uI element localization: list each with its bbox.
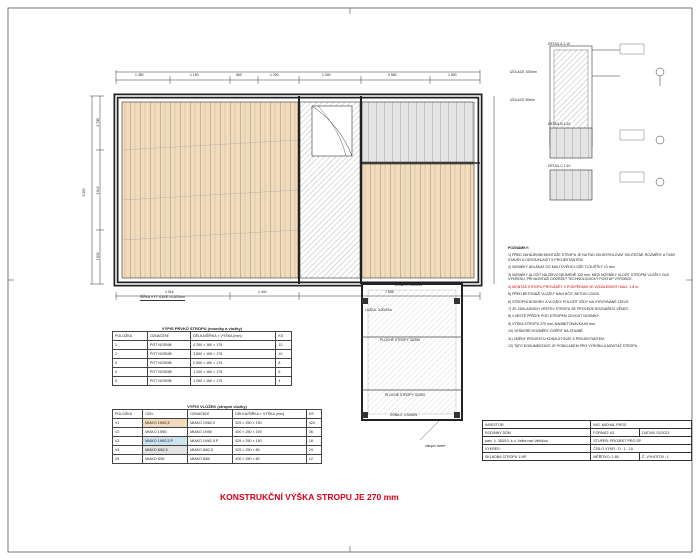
number: ČÍSLO VÝKR.: D - 1 - 10 — [591, 445, 692, 453]
cell: 8 — [276, 359, 292, 368]
title-block — [482, 420, 692, 461]
cell: 525 × 250 × 80 — [233, 446, 306, 455]
cell: 1 — [113, 341, 148, 350]
cell: MIAKO 19/62,5 P — [188, 437, 233, 446]
note-item: 2) NOSNÍKY UKLÁDAT DO MALTOVÉHO LOŽE TLOUŠŤKY 10 mm. — [508, 265, 616, 270]
cell: 2 — [113, 350, 148, 359]
label-beam-a: PLOCHÉ STROPY 32/250 — [380, 338, 421, 342]
table-row — [113, 377, 292, 386]
table-row — [113, 419, 322, 428]
th: KS — [306, 410, 321, 419]
format: FORMÁT: A3 — [591, 429, 640, 437]
cell: V2 — [113, 428, 143, 437]
table-row — [113, 428, 322, 437]
note-item: 8) V MÍSTĚ PŘÍČEK POD STROPEM ZDVOJIT NOSNÍKY. — [508, 314, 600, 319]
note-item: 10) VEŠKERÉ ROZMĚRY OVĚŘIT NA STAVBĚ. — [508, 329, 584, 334]
note-item: 7) ZE ZÁKLADNÍCH VRSTEV STROPU SE PROVEDE ROZNÁŠECÍ VĚNEC. — [508, 306, 630, 311]
dim-top-6: 3 560 — [388, 73, 397, 77]
cell: 10 — [276, 350, 292, 359]
drawing-title: KONSTRUKČNÍ VÝŠKA STROPU JE 270 mm — [220, 492, 399, 502]
cell: 525 × 250 × 190 — [233, 419, 306, 428]
label-wall-width: ŠÍŘKA VÝT. ÚZKÉ 14,5/25cm — [140, 295, 185, 299]
project: RODINNÝ DŮM — [483, 429, 591, 437]
dim-left-2: 3 610 — [95, 186, 100, 195]
cell: POT NOSNÍK — [147, 368, 190, 377]
cell: 2 500 × 160 × 175 — [191, 359, 276, 368]
dim-top-2: 1 190 — [190, 73, 199, 77]
dim-top-7: 1 500 — [448, 73, 457, 77]
cell: V3 — [113, 437, 143, 446]
cell: MIAKO 8/50 — [143, 455, 188, 464]
cell: 12 — [306, 455, 321, 464]
dim-bottom-1: 4 015 — [165, 290, 174, 294]
th: DÉLKA/ŠÍŘKA × VÝŠKA (mm) — [233, 410, 306, 419]
cell: 18 — [306, 437, 321, 446]
architect: ING. MICHAL PROS — [591, 421, 692, 429]
copy: Č. VYHOTOV.: 1 — [639, 453, 691, 461]
cell: MIAKO 19/62,5 — [143, 419, 188, 428]
cell: 4 250 × 160 × 175 — [191, 341, 276, 350]
table-row — [113, 446, 322, 455]
dim-top-3: 560 — [236, 73, 242, 77]
detail-a-label-1: IZOLACE 100mm — [510, 70, 537, 74]
label-zone-a: ZÓNA 1, 0,0/AGN — [395, 283, 422, 287]
detail-sections — [500, 36, 690, 206]
cell: MIAKO 19/62,5 P — [143, 437, 188, 446]
cell: V4 — [113, 446, 143, 455]
th: KS — [276, 332, 292, 341]
cell: 24 — [306, 446, 321, 455]
cell: 400 × 250 × 80 — [233, 455, 306, 464]
note-item: 5) PŘED BETONÁŽÍ VLOŽKY NAVLHČIT, BETON C20/25. — [508, 292, 600, 297]
cell: 420 — [306, 419, 321, 428]
cell: MIAKO 19/50 — [188, 428, 233, 437]
cell: 4 — [113, 368, 148, 377]
th: OZN. — [143, 410, 188, 419]
dim-bottom-2: 1 440 — [258, 290, 267, 294]
cell: 400 × 250 × 190 — [233, 428, 306, 437]
table-row — [113, 368, 292, 377]
notes-block — [508, 246, 680, 352]
cell: 36 — [306, 428, 321, 437]
note-item: 9) VÝŠKA STROPU 270 mm, NADBETONÁVKA 60 mm. — [508, 321, 596, 326]
dim-left-total: 9 290 — [81, 188, 86, 197]
stage: STUPEŇ: PROJEKT PRO SP — [591, 437, 692, 445]
note-item: 6) STROPNÍ NOSNÍKY A VLOŽKY POLOŽIT VŽDY NA VYROVNANÉ ZDIVO. — [508, 299, 630, 304]
detail-b-title: DETAIL B 1:10 — [548, 122, 571, 126]
table-row — [113, 350, 292, 359]
cell: V5 — [113, 455, 143, 464]
label-beam-b: PLOCHÉ STROPY 32/250 — [385, 393, 426, 397]
elements-table — [112, 326, 292, 386]
dim-top-1: 1 450 — [135, 73, 144, 77]
cell: POT NOSNÍK — [147, 377, 190, 386]
notes-heading: POZNÁMKY: — [508, 246, 529, 250]
detail-a-title: DETAIL A 1:10 — [548, 42, 570, 46]
cell: 525 × 250 × 190 — [233, 437, 306, 446]
dim-top-4: 1 200 — [270, 73, 279, 77]
note-item: 4) MONTÁŽ STROPU PROVÁDĚT S PODPĚRAMI VE VZDÁLENOSTI MAX. 1,8 m. — [508, 284, 640, 289]
drawing-name: SKLADBA STROPU 1.NP — [483, 453, 591, 461]
note-item: 11) ZMĚNY PROJEKTU KONZULTOVAT S PROJEKTANTEM. — [508, 336, 605, 341]
cell: 3 800 × 160 × 175 — [191, 350, 276, 359]
blocks-table — [112, 404, 322, 464]
note-item: 1) PŘED ZAHÁJENÍM MONTÁŽE STROPU JE NUTNO ZKONTROLOVAT SKUTEČNÉ ROZMĚRY A TVAR STAVBY A ODSOUHLASIT S PROJEKTANTEM. — [508, 253, 675, 262]
table-row — [113, 455, 322, 464]
dim-top-5: 1 340 — [322, 73, 331, 77]
th: OZNAČENÍ — [147, 332, 190, 341]
note-item: 12) TATO DOKUMENTACE JE PODKLADEM PRO VÝROBU A MONTÁŽ STROPU. — [508, 344, 639, 349]
cell: 5 — [113, 377, 148, 386]
drawing-label: VÝKRES: — [483, 445, 591, 453]
cell: POT NOSNÍK — [147, 341, 190, 350]
cell: 1 200 × 160 × 175 — [191, 368, 276, 377]
elements-table-title: VÝPIS PRVKŮ STROPU (nosníky a vložky) — [161, 326, 243, 331]
detail-a-label-2: IZOLACE 50mm — [510, 98, 535, 102]
th: POLOŽKA — [113, 332, 148, 341]
label-ceiling-height: LUŽKA: 0,00/32m — [365, 308, 392, 312]
blocks-table-title: VÝPIS VLOŽEK (stropní vložky) — [187, 404, 247, 409]
dim-left-3: 1 630 — [95, 252, 100, 261]
cell: 4 — [276, 377, 292, 386]
th: POLOŽKA — [113, 410, 143, 419]
cell: MIAKO 19/62,5 — [188, 419, 233, 428]
cell: MIAKO 8/50 — [188, 455, 233, 464]
cell: POT NOSNÍK — [147, 359, 190, 368]
cell: MIAKO 19/50 — [143, 428, 188, 437]
cell: 1 050 × 160 × 175 — [191, 377, 276, 386]
cell: 3 — [113, 359, 148, 368]
label-entry: vstupní dveře — [425, 444, 446, 448]
dim-left-1: 2 745 — [95, 118, 100, 127]
address: parc. č. 383/10, k.ú. Velká nad Veličkou — [483, 437, 591, 445]
cell: MIAKO 8/62,5 — [188, 446, 233, 455]
cell: 12 — [276, 341, 292, 350]
table-row — [113, 341, 292, 350]
date: DATUM: 02/2021 — [639, 429, 691, 437]
detail-c-title: DETAIL C 1:10 — [548, 164, 571, 168]
scale: MĚŘÍTKO: 1:50 — [591, 453, 640, 461]
cell: MIAKO 8/62,5 — [143, 446, 188, 455]
cell: V1 — [113, 419, 143, 428]
table-row — [113, 437, 322, 446]
th: OZNAČENÍ — [188, 410, 233, 419]
th: DÉLKA/ŠÍŘKA × VÝŠKA (mm) — [191, 332, 276, 341]
cell: POT NOSNÍK — [147, 350, 190, 359]
cell: 6 — [276, 368, 292, 377]
label-zone-b: ZÓNA 2, 0,0/AGN — [390, 413, 417, 417]
table-row — [113, 359, 292, 368]
investor-label: INVESTOR: — [483, 421, 591, 429]
note-item: 3) NOSNÍKY ULOŽIT NA ZDIVO NEJMÉNĚ 125 mm, MEZI NOSNÍKY VLOŽIT STROPNÍ VLOŽKY DLE VÝKRESU, PŘI MONTÁŽI DODRŽET TECHNOLOGICKÝ POSTUP VÝROBCE. — [508, 272, 669, 282]
dim-bottom-3: 7 595 — [385, 290, 394, 294]
